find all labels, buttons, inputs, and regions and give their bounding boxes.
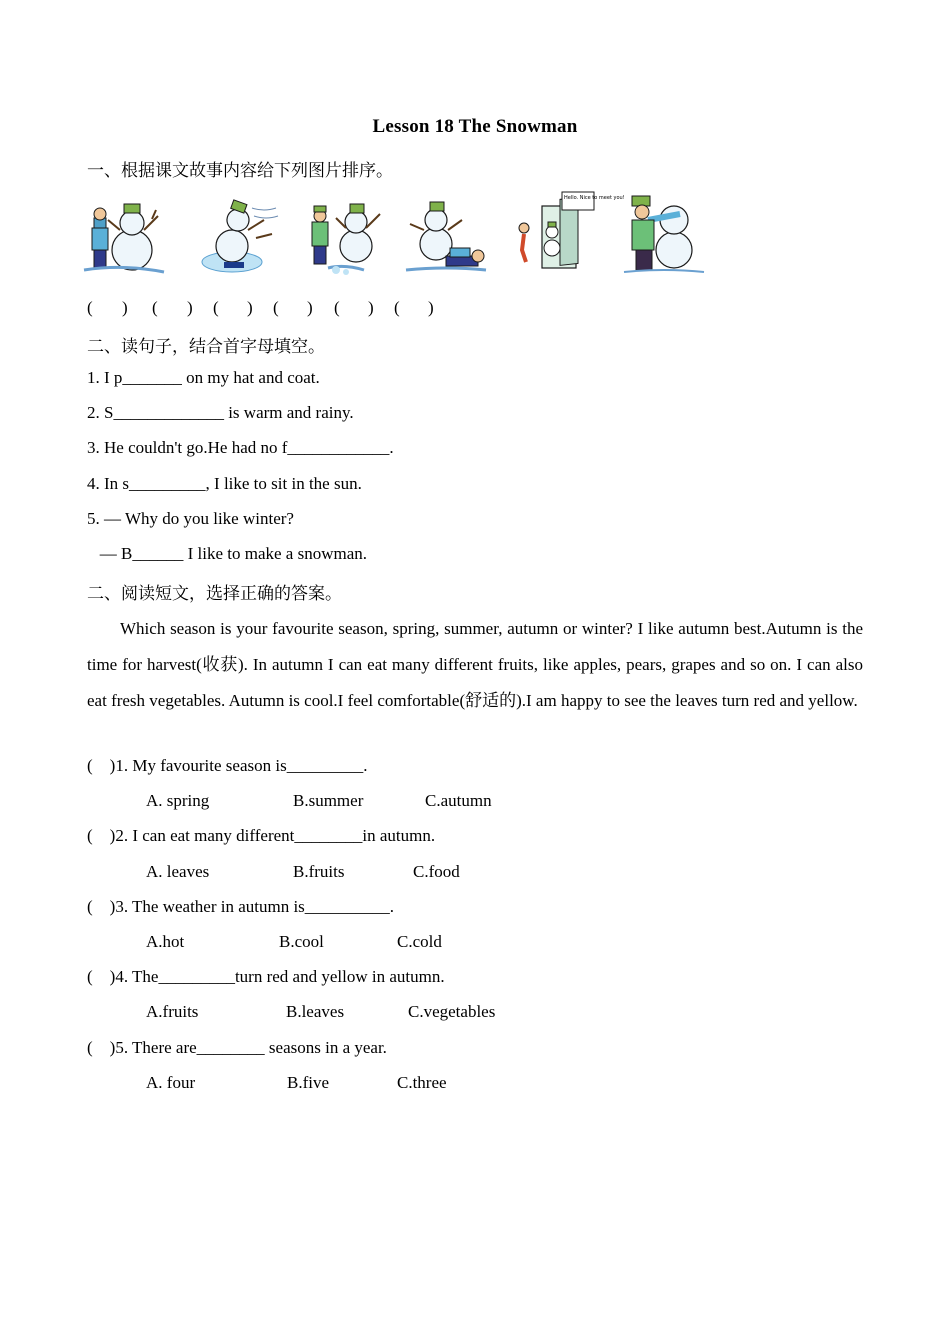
option-c[interactable]: C.vegetables [408,1002,496,1021]
option-b[interactable]: B.five [287,1073,330,1092]
question-stem[interactable]: ( )3. The weather in autumn is__________. [87,897,395,916]
fill-in-item[interactable]: 4. In s_________, I like to sit in the sun. [87,474,362,493]
option-b[interactable]: B.cool [279,932,324,951]
snowman-falling-icon [198,190,278,276]
page-title: Lesson 18 The Snowman [372,116,578,137]
answer-paren-close: ) [428,298,434,317]
section3-heading: 二、阅读短文，选择正确的答案。 [87,584,342,604]
answer-paren-open[interactable]: ( [334,298,340,317]
question-stem[interactable]: ( )1. My favourite season is_________. [87,756,368,775]
boy-hugging-snowman-icon [624,190,704,276]
answer-paren-close: ) [247,298,253,317]
section2-heading: 二、读句子，结合首字母填空。 [87,337,325,357]
option-c[interactable]: C.autumn [425,791,492,810]
option-c[interactable]: C.food [413,862,460,881]
answer-paren-open[interactable]: ( [213,298,219,317]
option-c[interactable]: C.cold [397,932,442,951]
reading-passage [87,611,863,720]
answer-paren-close: ) [122,298,128,317]
question-stem[interactable]: ( )2. I can eat many different________in autumn. [87,826,436,845]
snowman-in-fridge-icon [516,190,625,276]
passage-text: ). In autumn I can eat many different fruits, like apples, pears, grapes and so on. I can also eat fresh vegetables. Autumn is cool.I feel comfortable( [87,654,863,710]
answer-paren-open[interactable]: ( [394,298,400,317]
fill-in-item[interactable]: — B______ I like to make a snowman. [87,544,367,563]
boy-and-snowman-icon [84,190,164,276]
option-b[interactable]: B.summer [293,791,364,810]
passage-chinese-gloss: 收获 [201,654,238,675]
option-b[interactable]: B.fruits [293,862,345,881]
option-a[interactable]: A. leaves [146,862,210,881]
fill-in-item[interactable]: 1. I p_______ on my hat and coat. [87,368,320,387]
fill-in-item[interactable]: 3. He couldn't go.He had no f____________. [87,438,394,457]
answer-paren-open[interactable]: ( [152,298,158,317]
picture-strip [84,190,724,278]
fill-in-item[interactable]: 2. S_____________ is warm and rainy. [87,403,354,422]
section1-heading: 一、根据课文故事内容给下列图片排序。 [87,161,393,181]
passage-chinese-gloss: 舒适的 [465,691,517,711]
answer-paren-close: ) [368,298,374,317]
option-a[interactable]: A. spring [146,791,210,810]
answer-paren-close: ) [307,298,313,317]
option-c[interactable]: C.three [397,1073,447,1092]
passage-text: Which season is your favourite season, spring, summer, autumn or winter? I like autumn best.Autumn is the time for harvest( [87,619,863,674]
question-stem[interactable]: ( )5. There are________ seasons in a year. [87,1038,387,1057]
boy-surprised-snowman-icon [304,190,384,276]
passage-text: ).I am happy to see the leaves turn red and yellow. [516,691,858,710]
option-a[interactable]: A. four [146,1073,196,1092]
answer-paren-open[interactable]: ( [273,298,279,317]
question-stem[interactable]: ( )4. The_________turn red and yellow in autumn. [87,967,445,986]
answer-paren-close: ) [187,298,193,317]
snowman-boy-lying-icon [406,190,486,276]
answer-paren-open[interactable]: ( [87,298,93,317]
option-a[interactable]: A.fruits [146,1002,199,1021]
fridge-note: Hello. Nice to meet you! [564,195,625,201]
fill-in-item: 5. — Why do you like winter? [87,509,294,528]
option-b[interactable]: B.leaves [286,1002,345,1021]
option-a[interactable]: A.hot [146,932,185,951]
